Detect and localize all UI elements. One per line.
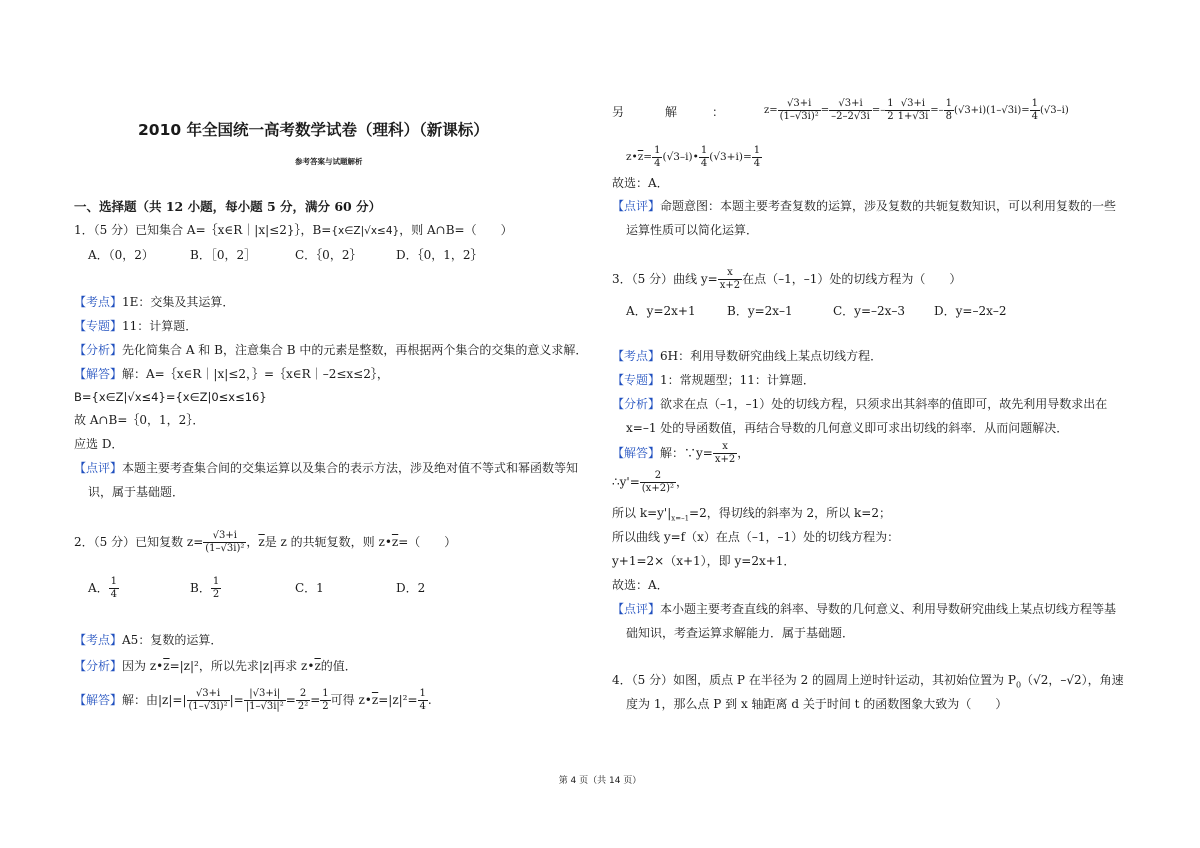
q2-stem (74, 530, 456, 555)
q3-dianping-line-1 (612, 601, 1116, 617)
q4-stem-line-2: 度为 1，那么点 P 到 x 轴距离 d 关于时间 t 的函数图象大致为（ ） (626, 697, 1008, 711)
q2-jieda-a: 解：由|z|=| (122, 693, 187, 707)
q2-option-a-den: 4 (110, 589, 118, 600)
q1-option-a[interactable]: A．（0，2） (88, 248, 154, 262)
alt-eq1-s1: = (820, 105, 830, 116)
q1-stem-set: {x∈Z|√x≤4} (331, 225, 400, 237)
q2-zbar: $\overline{z}$ (258, 535, 265, 549)
q1-kaodian (74, 294, 234, 310)
q1-zhuanti (74, 318, 197, 334)
q2-option-b-frac (211, 576, 221, 601)
alt-eq1-f1d: (1–√3i)² (779, 111, 819, 122)
q2-jieda-f1d: (1–√3i)² (188, 701, 228, 712)
jieda-tag: 【解答】 (74, 693, 123, 707)
section-heading: 一、选择题（共 12 小题，每小题 5 分，满分 60 分） (74, 199, 382, 214)
q4-stem-sub: 0 (1015, 680, 1022, 690)
q2-frac-den: (1–√3i)² (205, 543, 245, 554)
q1-dianping-text-1: 本题主要考查集合间的交集运算以及集合的表示方法，涉及绝对值不等式和幂函数等知 (122, 461, 579, 475)
alt-eq1-frac-2 (829, 98, 872, 123)
q3-jieda-line-1 (612, 440, 749, 466)
q3-jieda-1d: x+2 (714, 454, 736, 465)
q2-option-b-label: B． (190, 581, 211, 595)
alt-eq2-frac-3 (752, 145, 762, 170)
q3-dianping-line-2: 础知识，考查运算求解能力．属于基础题． (626, 626, 855, 640)
alt-eq1-frac-5 (944, 98, 954, 123)
q3-jieda-2a: ∴y'= (612, 475, 640, 489)
dianping-tag: 【点评】 (612, 199, 661, 213)
q2-jieda-d: = (310, 693, 321, 707)
alt-eq2-c: (√3–i)• (662, 151, 699, 163)
alt-eq1-f6n: 1 (1031, 98, 1039, 109)
q2-fenxi-c: 的值． (320, 659, 357, 673)
q2-option-b[interactable] (190, 576, 221, 601)
alt-eq1-frac-4 (896, 98, 931, 123)
q3-option-a[interactable]: A．y=2x+1 (626, 304, 696, 318)
q2-jieda-f3n: 2 (296, 688, 310, 701)
q2-jieda-frac-4 (320, 688, 330, 713)
alt-eq2-f3n: 1 (753, 144, 761, 156)
q2-option-d[interactable]: D．2 (396, 581, 426, 595)
q3-option-b[interactable]: B．y=2x–1 (727, 304, 793, 318)
q3-fenxi-text-1: 欲求在点（–1，–1）处的切线方程，只须求出其斜率的值即可，故先利用导数求出在 (660, 397, 1108, 411)
q3-fenxi-line-2: x=–1 处的导函数值，再结合导数的几何意义即可求出切线的斜率．从而问题解决． (626, 421, 1069, 435)
q1-fenxi-text: 先化简集合 A 和 B，注意集合 B 中的元素是整数，再根据两个集合的交集的意义求解． (122, 343, 588, 357)
alt-eq1-f3d: 2 (887, 111, 894, 122)
q1-jieda-line-4: 应选 D． (74, 437, 124, 451)
q1-option-b[interactable]: B．［0，2］ (190, 248, 257, 262)
alt-eq2-frac-2 (699, 145, 709, 170)
q4-stem-line-1 (612, 672, 1124, 693)
q3-kaodian (612, 348, 882, 364)
alt-eq1-frac-3 (885, 98, 895, 123)
alt-eq2-f3d: 4 (753, 157, 761, 169)
q3-dianping-text-1: 本小题主要考查直线的斜率、导数的几何意义、利用导数研究曲线上某点切线方程等基 (660, 602, 1117, 616)
alt-eq1-frac-1 (778, 98, 821, 123)
alt-eq1-f3n: 1 (887, 98, 894, 109)
q2-jieda-zbar: $\overline{z}$ (371, 693, 379, 707)
alt-eq2-f1d: 4 (654, 157, 661, 169)
q4-stem-1b: （√2，–√2），角速 (1021, 673, 1124, 687)
q3-jieda-line-4: 所以曲线 y=f（x）在点（–1，–1）处的切线方程为： (612, 530, 900, 544)
q2-option-a-frac (109, 576, 119, 601)
q2-option-a-label: A． (88, 581, 109, 595)
alt-eq2-a: z• (626, 151, 638, 163)
q2-dianping-text-1: 命题意图：本题主要考查复数的运算，涉及复数的共轭复数知识，可以利用复数的一些 (660, 199, 1117, 213)
q3-jieda-2n: 2 (640, 470, 676, 483)
q3-jieda-1a: 解：∵y= (660, 446, 713, 460)
q2-jieda-b: |= (229, 693, 244, 707)
alt-eq1-s2: =– (871, 105, 886, 116)
q1-stem (74, 222, 513, 239)
q3-jieda-2b: ， (675, 475, 688, 489)
zhuanti-tag: 【专题】 (74, 319, 123, 333)
page-footer: 第 4 页（共 14 页） (558, 776, 642, 786)
q3-jieda-3b: =2，得切线的斜率为 2，所以 k=2； (689, 506, 891, 520)
q2-kaodian (74, 632, 222, 648)
alt-eq1-f1n: √3+i (778, 98, 821, 111)
q3-jieda-frac-1 (713, 441, 737, 466)
q3-stem-fraction (718, 267, 742, 292)
alt-eq1-f4d: 1+√3i (897, 111, 929, 122)
q2-dianping-line-2: 运算性质可以简化运算． (626, 223, 759, 237)
alt-solution-label-3: ： (712, 105, 725, 119)
q3-jieda-3sub: x=–1 (671, 514, 690, 523)
q2-stem-part-d: =（ ） (398, 535, 457, 549)
q2-fenxi-zbar-2: $\overline{z}$ (314, 659, 321, 673)
q3-frac-num: x (718, 267, 742, 280)
q2-jieda-f2d: |1–√3i|² (245, 701, 284, 712)
alt-eq2-zbar: $\overline{z}$ (637, 151, 644, 163)
alt-eq1-f4n: √3+i (896, 98, 931, 111)
q1-stem-part-a: 1．（5 分）已知集合 A=｛x∈R｜|x|≤2}｝，B= (74, 223, 332, 237)
q3-zhuanti-text: 1：常规题型；11：计算题． (660, 373, 815, 387)
q1-fenxi (74, 342, 587, 358)
q2-jieda-frac-3 (296, 688, 310, 713)
q2-frac-num: √3+i (203, 530, 246, 543)
q3-jieda-1n: x (713, 441, 737, 454)
q1-jieda-line-3: 故 A∩B=｛0，1，2｝． (74, 413, 205, 427)
q2-stem-part-c: 是 z 的共轭复数，则 z• (264, 535, 392, 549)
alt-eq2-f2n: 1 (700, 144, 708, 156)
alt-eq1-f5d: 8 (945, 111, 953, 122)
alt-eq1-s5: (√3–i) (1040, 105, 1069, 116)
alt-solution-label-1: 另 (612, 105, 625, 119)
q3-stem-part-a: 3．（5 分）曲线 y= (612, 272, 718, 286)
q3-option-d[interactable]: D．y=–2x–2 (934, 304, 1007, 318)
alt-solution-eq-2 (626, 143, 762, 171)
q2-fenxi-b: =|z|²，所以先求|z|再求 z• (169, 659, 315, 673)
alt-solution-eq-1 (764, 96, 1069, 126)
fenxi-tag: 【分析】 (612, 397, 661, 411)
alt-eq1-frac-6 (1030, 98, 1040, 123)
kaodian-tag: 【考点】 (74, 633, 123, 647)
q1-dianping-line-1 (74, 460, 578, 476)
q1-option-c[interactable]: C．｛0，2｝ (295, 248, 362, 262)
dianping-tag: 【点评】 (612, 602, 661, 616)
q2-jieda-frac-1 (187, 688, 230, 713)
q2-jieda-g: . (427, 693, 432, 707)
alt-eq2-f2d: 4 (700, 157, 708, 169)
fenxi-tag: 【分析】 (74, 659, 123, 673)
q3-jieda-line-2 (612, 468, 688, 496)
q2-jieda-f2n: |√3+i| (244, 688, 286, 701)
page-subtitle: 参考答案与试题解析 (295, 157, 363, 166)
zhuanti-tag: 【专题】 (612, 373, 661, 387)
kaodian-tag: 【考点】 (74, 295, 123, 309)
jieda-tag: 【解答】 (612, 446, 661, 460)
q2-stem-fraction (203, 530, 246, 555)
q1-kaodian-text: 1E：交集及其运算． (122, 295, 235, 309)
q3-frac-den: x+2 (719, 280, 741, 291)
alt-solution-label-2: 解 (665, 105, 678, 119)
q2-jieda-e: 可得 z• (330, 693, 372, 707)
q2-jieda-f: =|z|²= (378, 693, 418, 707)
alt-eq1-s3: =– (930, 105, 944, 116)
q2-jieda-f5d: 4 (419, 701, 426, 712)
q2-jieda-frac-5 (418, 688, 428, 713)
alt-eq2-b: = (643, 151, 653, 163)
q2-jieda-c: = (285, 693, 296, 707)
q3-jieda-line-3 (612, 505, 891, 526)
q2-fenxi-a: 因为 z• (122, 659, 164, 673)
q3-zhuanti (612, 372, 815, 388)
q2-jieda-f4d: 2 (322, 701, 329, 712)
fenxi-tag: 【分析】 (74, 343, 123, 357)
jieda-tag: 【解答】 (74, 367, 123, 381)
q2-fenxi (74, 658, 357, 674)
q3-kaodian-text: 6H：利用导数研究曲线上某点切线方程． (660, 349, 883, 363)
q2-option-b-den: 2 (212, 589, 220, 600)
q2-jieda-frac-2 (244, 688, 286, 713)
q2-zbar-2: $\overline{z}$ (391, 535, 399, 549)
q2-kaodian-text: A5：复数的运算． (122, 633, 223, 647)
q2-answer: 故选：A． (612, 176, 669, 190)
alt-eq2-d: (√3+i)= (709, 151, 752, 163)
q2-jieda (74, 688, 432, 713)
alt-eq1-z: z= (764, 105, 778, 116)
q3-stem (612, 266, 961, 292)
dianping-tag: 【点评】 (74, 461, 123, 475)
q2-jieda-f3d: 2² (297, 701, 309, 712)
q2-fenxi-zbar: $\overline{z}$ (163, 659, 170, 673)
q1-zhuanti-text: 11：计算题． (122, 319, 198, 333)
page-title: 2010 年全国统一高考数学试卷（理科）（新课标） (138, 121, 489, 139)
q2-option-c[interactable]: C．1 (295, 581, 324, 595)
q2-option-b-num: 1 (212, 576, 220, 587)
alt-eq1-s4: (√3+i)(1–√3i)= (954, 105, 1030, 116)
q1-option-d[interactable]: D．｛0，1，2｝ (396, 248, 483, 262)
q2-jieda-f1n: √3+i (187, 688, 230, 701)
alt-eq1-f5n: 1 (945, 98, 953, 109)
q1-jieda-line-2: B={x∈Z|√x≤4}={x∈Z|0≤x≤16} (74, 390, 267, 404)
q1-jieda-text-1: 解：A=｛x∈R｜|x|≤2，｝=｛x∈R｜–2≤x≤2｝， (122, 367, 389, 381)
alt-eq1-f2d: –2–2√3i (831, 111, 870, 122)
q3-jieda-2d: (x+2)² (641, 483, 674, 494)
q3-stem-part-b: 在点（–1，–1）处的切线方程为（ ） (742, 272, 962, 286)
q1-jieda-line-1 (74, 366, 389, 382)
q1-dianping-line-2: 识，属于基础题． (88, 485, 185, 499)
q1-stem-part-b: ，则 A∩B=（ ） (399, 223, 513, 237)
q3-option-c[interactable]: C．y=–2x–3 (833, 304, 906, 318)
q2-option-a-num: 1 (110, 576, 118, 587)
q2-stem-part-b: ， (246, 535, 259, 549)
q2-option-a[interactable] (88, 576, 119, 601)
alt-eq2-f1n: 1 (654, 144, 661, 156)
q2-jieda-f5n: 1 (419, 688, 426, 699)
q3-jieda-3a: 所以 k=y'| (612, 506, 672, 520)
alt-eq1-f6d: 4 (1031, 111, 1039, 122)
q3-answer: 故选：A． (612, 578, 669, 592)
kaodian-tag: 【考点】 (612, 349, 661, 363)
q2-stem-part-a: 2．（5 分）已知复数 z= (74, 535, 204, 549)
q3-fenxi-line-1 (612, 396, 1107, 412)
q4-stem-1a: 4．（5 分）如图，质点 P 在半径为 2 的圆周上逆时针运动，其初始位置为 P (612, 673, 1016, 687)
alt-eq1-f2n: √3+i (829, 98, 872, 111)
q3-jieda-frac-2 (640, 470, 676, 495)
q2-dianping-line-1 (612, 198, 1116, 214)
q3-jieda-1b: ， (737, 446, 750, 460)
q2-jieda-f4n: 1 (322, 688, 329, 699)
alt-eq2-frac-1 (652, 145, 662, 170)
q3-jieda-line-5: y+1=2×（x+1），即 y=2x+1． (612, 554, 796, 568)
